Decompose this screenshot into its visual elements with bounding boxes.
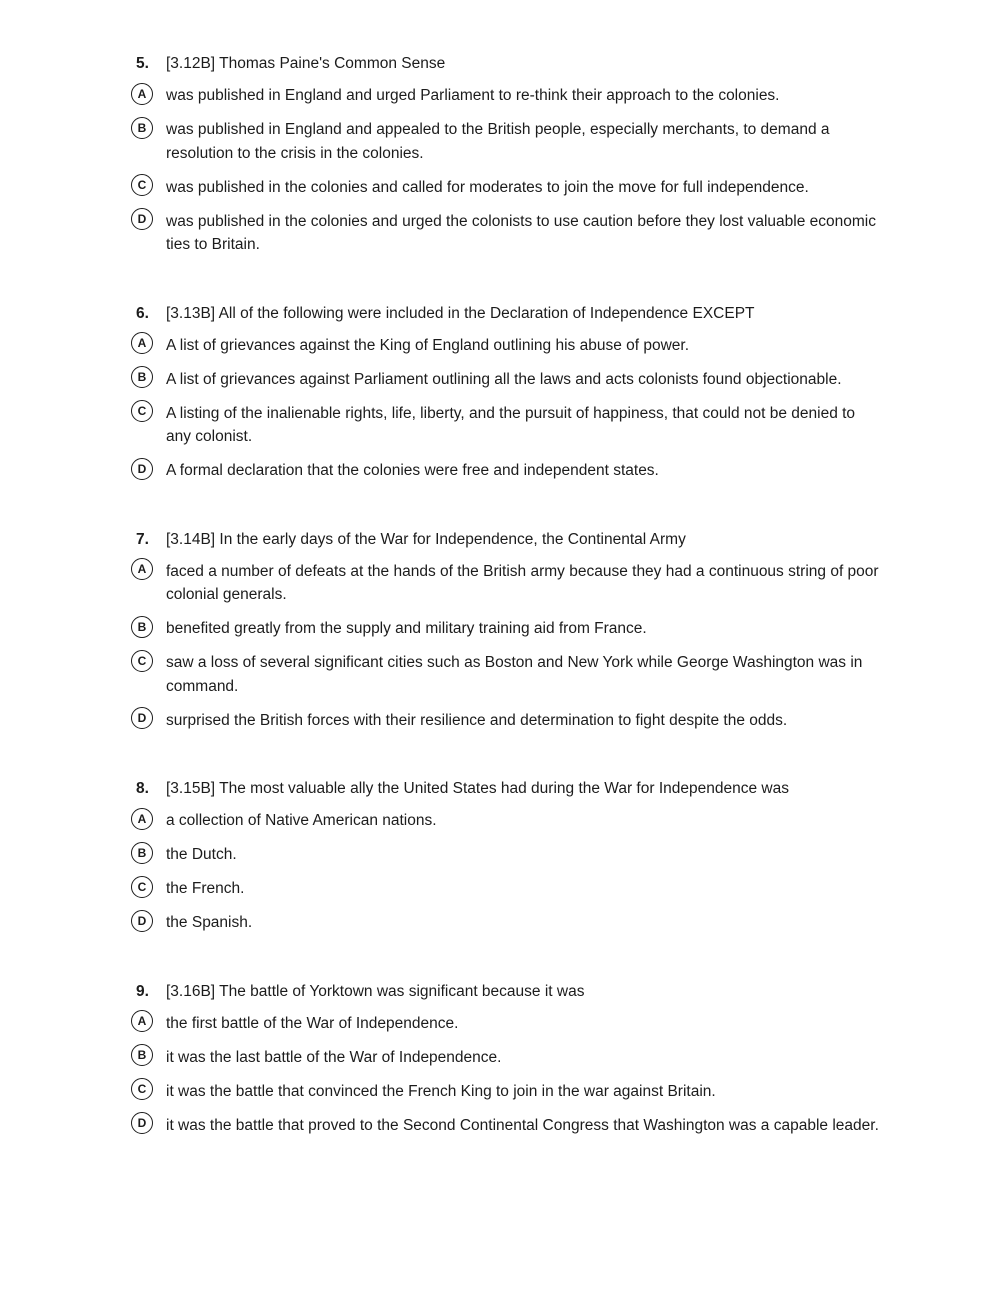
answer-bubble-icon[interactable]: B [131, 366, 153, 388]
answer-bubble-icon[interactable]: B [131, 1044, 153, 1066]
answer-bubble-icon[interactable]: D [131, 208, 153, 230]
answer-bubble-icon[interactable]: D [131, 707, 153, 729]
answer-bubble-icon[interactable]: B [131, 117, 153, 139]
question-block [131, 777, 881, 935]
answer-text: was published in the colonies and urged the colonists to use caution before they lost valuable economic ties to Britain. [166, 212, 877, 253]
question-header [131, 528, 881, 552]
answer-text: it was the battle that convinced the French King to join in the war against Britain. [166, 1082, 716, 1100]
answer-option[interactable] [131, 118, 881, 166]
answer-bubble-icon[interactable]: D [131, 458, 153, 480]
answer-bubble-icon[interactable]: C [131, 174, 153, 196]
question-prompt: [3.12B] Thomas Paine's Common Sense [166, 55, 446, 72]
question-header [131, 980, 881, 1004]
answer-bubble-icon[interactable]: B [131, 842, 153, 864]
answer-text: A list of grievances against the King of England outlining his abuse of power. [166, 336, 690, 354]
answer-bubble-icon[interactable]: C [131, 650, 153, 672]
answer-bubble-icon[interactable]: C [131, 400, 153, 422]
answer-option[interactable] [131, 401, 881, 449]
question-prompt: [3.16B] The battle of Yorktown was significant because it was [166, 982, 585, 1000]
question-number: 8. [136, 780, 149, 797]
question-block [131, 980, 881, 1138]
question-number: 5. [136, 55, 149, 72]
answer-option[interactable] [131, 651, 881, 699]
answer-text: was published in the colonies and called for moderates to join the move for full independence. [166, 178, 809, 196]
answer-bubble-icon[interactable]: A [131, 1010, 153, 1032]
answer-option[interactable] [131, 1045, 881, 1069]
answer-option[interactable] [131, 1113, 881, 1137]
options-list [131, 559, 881, 732]
answer-option[interactable] [131, 617, 881, 641]
answer-text: the first battle of the War of Independence. [166, 1014, 459, 1032]
answer-text: benefited greatly from the supply and military training aid from France. [166, 620, 647, 637]
question-prompt: [3.13B] All of the following were included in the Declaration of Independence EXCEPT [166, 304, 755, 322]
question-number: 7. [136, 530, 149, 548]
answer-option[interactable] [131, 175, 881, 199]
answer-text: was published in England and urged Parliament to re-think their approach to the colonies. [166, 87, 780, 104]
answer-option[interactable] [131, 911, 881, 935]
quiz-page [131, 52, 881, 1182]
question-header [131, 52, 881, 76]
question-block [131, 528, 881, 733]
answer-option[interactable] [131, 459, 881, 483]
question-number: 9. [136, 982, 149, 1000]
answer-option[interactable] [131, 843, 881, 867]
answer-option[interactable] [131, 559, 881, 607]
answer-bubble-icon[interactable]: D [131, 1112, 153, 1134]
answer-text: A listing of the inalienable rights, life, liberty, and the pursuit of happiness, that could not be denied to any colonist. [166, 404, 856, 445]
question-number: 6. [136, 304, 149, 322]
question-header [131, 302, 881, 326]
options-list [131, 809, 881, 935]
answer-bubble-icon[interactable]: D [131, 910, 153, 932]
answer-text: A list of grievances against Parliament outlining all the laws and acts colonists found objectionable. [166, 370, 842, 388]
answer-text: saw a loss of several significant cities such as Boston and New York while George Washington was in command. [166, 654, 863, 695]
answer-bubble-icon[interactable]: A [131, 808, 153, 830]
answer-text: the Dutch. [166, 846, 237, 863]
options-list [131, 1011, 881, 1137]
answer-option[interactable] [131, 333, 881, 357]
answer-text: the Spanish. [166, 914, 253, 931]
question-prompt: [3.14B] In the early days of the War for Independence, the Continental Army [166, 530, 686, 548]
question-block [131, 302, 881, 483]
options-list [131, 333, 881, 483]
options-list [131, 84, 881, 257]
answer-text: surprised the British forces with their resilience and determination to fight despite the odds. [166, 711, 788, 729]
answer-bubble-icon[interactable]: A [131, 83, 153, 105]
answer-option[interactable] [131, 209, 881, 257]
question-header [131, 777, 881, 801]
answer-text: it was the battle that proved to the Second Continental Congress that Washington was a capable leader. [166, 1116, 879, 1134]
answer-option[interactable] [131, 708, 881, 732]
answer-option[interactable] [131, 809, 881, 833]
answer-option[interactable] [131, 1011, 881, 1035]
answer-text: it was the last battle of the War of Independence. [166, 1048, 502, 1066]
answer-bubble-icon[interactable]: A [131, 558, 153, 580]
answer-text: A formal declaration that the colonies were free and independent states. [166, 462, 659, 479]
answer-bubble-icon[interactable]: B [131, 616, 153, 638]
answer-option[interactable] [131, 1079, 881, 1103]
answer-bubble-icon[interactable]: A [131, 332, 153, 354]
answer-text: the French. [166, 880, 245, 897]
answer-bubble-icon[interactable]: C [131, 876, 153, 898]
answer-option[interactable] [131, 367, 881, 391]
answer-option[interactable] [131, 877, 881, 901]
answer-text: faced a number of defeats at the hands of the British army because they had a continuous string of poor colonial generals. [166, 562, 879, 603]
question-prompt: [3.15B] The most valuable ally the United States had during the War for Independence was [166, 780, 789, 797]
answer-text: a collection of Native American nations. [166, 812, 437, 829]
answer-bubble-icon[interactable]: C [131, 1078, 153, 1100]
answer-option[interactable] [131, 84, 881, 108]
question-block [131, 52, 881, 257]
answer-text: was published in England and appealed to the British people, especially merchants, to demand a resolution to the crisis in the colonies. [166, 121, 830, 162]
